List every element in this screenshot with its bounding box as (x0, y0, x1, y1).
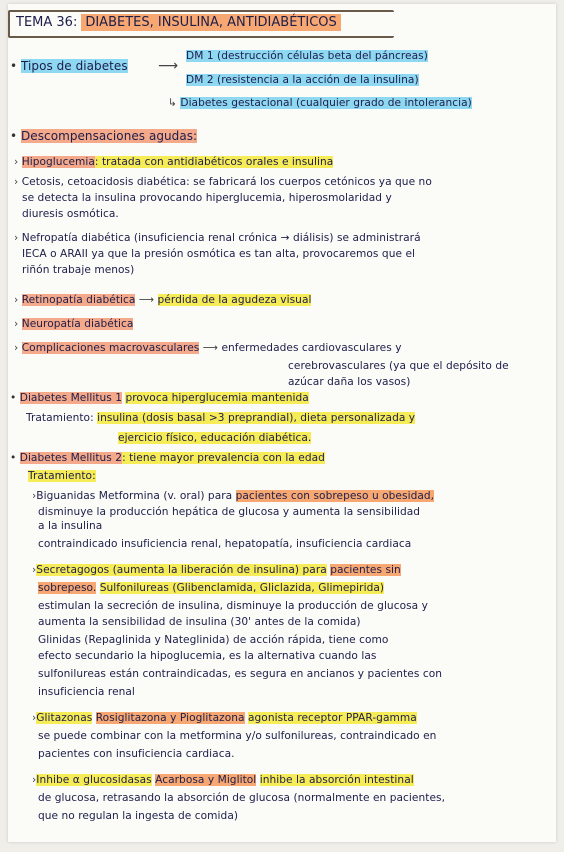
retino-text: pérdida de la agudeza visual (157, 294, 312, 306)
sec-line-4: aumenta la sensibilidad de insulina (30' antes de la comida) (38, 616, 361, 628)
macro-line: › Complicaciones macrovasculares ⟶ enfermedades cardiovasculares y (14, 342, 402, 354)
glit-line-4: pacientes con insuficiencia cardiaca. (38, 748, 235, 760)
hipo-text: : tratada con antidiabéticos orales e insulina (94, 156, 334, 168)
neuro-label: Neuropatía diabética (21, 318, 134, 330)
dm1-text: provoca hiperglucemia mantenida (125, 392, 309, 404)
descomp-heading: • Descompensaciones agudas: (10, 129, 198, 143)
tipos-gest: ↳ Diabetes gestacional (cualquier grado de intolerancia) (168, 97, 472, 109)
dm1-trat-1 (26, 412, 415, 425)
alfa-label: Inhibe α glucosidasas (36, 774, 152, 786)
dm2-trat-label (28, 470, 96, 483)
nefro-text-1: Nefropatía diabética (insuficiencia renal crónica → diálisis) se administrará (21, 232, 421, 244)
sec-line-5: Glinidas (Repaglinida y Nateglinida) de acción rápida, tiene como (38, 634, 389, 646)
note-page (8, 4, 556, 842)
alfa-text-2: inhibe la absorción intestinal (259, 774, 414, 786)
tipos-label: Tipos de diabetes (21, 59, 128, 73)
macro-line-3: azúcar daña los vasos) (288, 376, 411, 388)
sec-line-6: efecto secundario la hipoglucemia, es la alternativa cuando las (38, 650, 377, 662)
big-line-1: ›Biguanidas Metformina (v. oral) para pacientes con sobrepeso u obesidad, (32, 490, 435, 502)
glit-drugs: Rosiglitazona y Pioglitazona (95, 712, 245, 724)
nefro-line-2: IECA o ARAII ya que la presión osmótica es tan alta, provocaremos que el (22, 248, 416, 260)
sec-line-2 (38, 582, 384, 595)
dm1-trat-label: Tratamiento: (26, 412, 94, 424)
neuro-line: › Neuropatía diabética (14, 318, 134, 330)
ceto-line-3: diuresis osmótica. (22, 208, 119, 220)
sec-line-1: ›Secretagogos (aumenta la liberación de insulina) para pacientes sin (32, 564, 401, 576)
descomp-heading-text: Descompensaciones agudas: (21, 129, 198, 143)
title-topic: DIABETES, INSULINA, ANTIDIABÉTICOS (81, 14, 340, 31)
ceto-line-1: › Cetosis, cetoacidosis diabética: se fabricará los cuerpos cetónicos ya que no (14, 176, 432, 188)
sec-highlight: pacientes sin (330, 564, 401, 576)
big-text-1: Biguanidas Metformina (v. oral) para (36, 490, 233, 502)
glit-label: Glitazonas (36, 712, 93, 724)
retino-label: Retinopatía diabética (21, 294, 136, 306)
dm2-trat-label-text: Tratamiento: (28, 470, 96, 482)
glit-line-1: ›Glitazonas Rosiglitazona y Pioglitazona agonista receptor PPAR-gamma (32, 712, 417, 724)
macro-label: Complicaciones macrovasculares (21, 342, 200, 354)
big-line-3: a la insulina (38, 520, 103, 532)
tipos-heading: • Tipos de diabetes (10, 59, 128, 73)
macro-line-2: cerebrovasculares (ya que el depósito de (288, 360, 509, 372)
macro-text-1: enfermedades cardiovasculares y (221, 342, 402, 354)
ceto-text-1: Cetosis, cetoacidosis diabética: se fabricará los cuerpos cetónicos ya que no (21, 176, 432, 188)
big-highlight: pacientes con sobrepeso u obesidad, (235, 490, 435, 502)
dm1-line: • Diabetes Mellitus 1 provoca hiperglucemia mantenida (10, 392, 309, 404)
dm1-trat-text-2: ejercicio físico, educación diabética. (118, 432, 312, 444)
hipo-label: Hipoglucemia (21, 156, 95, 168)
dm1-trat-text-1: insulina (dosis basal >3 preprandial), dieta personalizada y (97, 412, 416, 424)
alfa-line-4: que no regulan la ingesta de comida) (38, 810, 239, 822)
tipos-arrows: ⟶ (158, 58, 179, 74)
dm1-label: Diabetes Mellitus 1 (19, 392, 123, 404)
retino-line: › Retinopatía diabética ⟶ pérdida de la agudeza visual (14, 294, 312, 306)
ceto-line-2: se detecta la insulina provocando hiperglucemia, hiperosmolaridad y (22, 192, 392, 204)
sec-line-7: sulfonilureas están contraindicadas, es segura en ancianos y pacientes con (38, 668, 442, 680)
tipos-gest-text: Diabetes gestacional (cualquier grado de intolerancia) (180, 97, 472, 109)
tipos-dm2 (186, 74, 419, 87)
tipos-dm1-text: DM 1 (destrucción células beta del páncreas) (186, 50, 428, 62)
dm2-label: Diabetes Mellitus 2 (19, 452, 123, 464)
title-prefix: TEMA 36: (16, 15, 78, 30)
sec-line-3: estimulan la secreción de insulina, disminuye la producción de glucosa y (38, 600, 428, 612)
dm2-line: • Diabetes Mellitus 2: tiene mayor prevalencia con la edad (10, 452, 325, 464)
glit-text-2: agonista receptor PPAR-gamma (247, 712, 417, 724)
alfa-drugs: Acarbosa y Miglitol (155, 774, 257, 786)
sec-line-8: insuficiencia renal (38, 686, 135, 698)
sec-highlight-2: sobrepeso. (38, 582, 97, 594)
dm2-text: : tiene mayor prevalencia con la edad (122, 452, 325, 464)
big-line-4: contraindicado insuficiencia renal, hepatopatía, insuficiencia cardiaca (38, 538, 412, 550)
hipo-line: › Hipoglucemia: tratada con antidiabéticos orales e insulina (14, 156, 334, 168)
alfa-line-1: ›Inhibe α glucosidasas Acarbosa y Miglitol inhibe la absorción intestinal (32, 774, 414, 786)
dm1-trat-2 (118, 432, 311, 445)
big-line-2: disminuye la producción hepática de glucosa y aumenta la sensibilidad (38, 506, 421, 518)
nefro-line-3: riñón trabaje menos) (22, 264, 135, 276)
tipos-dm1 (186, 50, 428, 63)
sec-text-2: Sulfonilureas (Glibenclamida, Gliclazida, Glimepirida) (99, 582, 385, 594)
page-title (8, 10, 394, 38)
nefro-line-1: › Nefropatía diabética (insuficiencia renal crónica → diálisis) se administrará (14, 232, 421, 244)
tipos-dm2-text: DM 2 (resistencia a la acción de la insulina) (186, 74, 419, 86)
glit-line-3: se puede combinar con la metformina y/o sulfonilureas, contraindicado en (38, 730, 437, 742)
sec-text-1: Secretagogos (aumenta la liberación de insulina) para (36, 564, 327, 576)
alfa-line-3: de glucosa, retrasando la absorción de glucosa (normalmente en pacientes, (38, 792, 445, 804)
